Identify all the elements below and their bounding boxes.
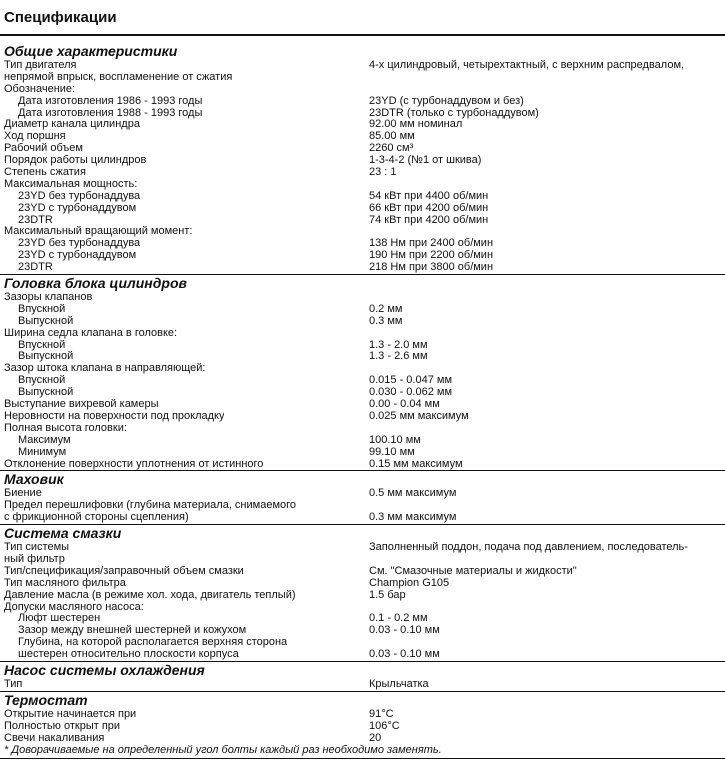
spec-row [0,554,725,566]
spec-label: Максимум [18,434,71,446]
spec-label: Тип [4,678,23,690]
spec-row [0,512,725,524]
spec-row [0,733,725,745]
spec-label: Выпускной [18,387,74,399]
spec-label: Минимум [18,446,67,458]
spec-row [0,262,725,274]
spec-value: 1.3 - 2.6 мм [369,351,428,363]
spec-row [0,351,725,363]
spec-value: 0.2 мм [369,303,403,315]
spec-label: Неровности на поверхности под прокладку [4,410,225,422]
spec-row [0,578,725,590]
spec-row [0,375,725,387]
section-heading [0,470,725,488]
spec-value: 0.3 мм [369,315,403,327]
spec-label: Максимальный вращающий момент: [4,226,193,238]
spec-row [0,542,725,554]
spec-row [0,304,725,316]
spec-label: 23YD без турбонаддува [18,190,141,202]
spec-value: См. "Смазочные материалы и жидкости" [369,565,577,577]
footnote-text: * Доворачиваемые на определенный угол болты каждый раз необходимо заменять. [4,744,442,756]
spec-row [0,108,725,120]
spec-value: 0.03 - 0.10 мм [369,625,440,637]
spec-value: 0.03 - 0.10 мм [369,649,440,661]
spec-value: 23YD (с турбонаддувом и без) [369,95,524,107]
spec-row [0,203,725,215]
spec-row [0,590,725,602]
spec-value: 92.00 мм номинал [369,119,463,131]
spec-value: 190 Нм при 2200 об/мин [369,250,494,262]
spec-row [0,60,725,72]
spec-label: Выступание вихревой камеры [4,399,159,411]
spec-row [0,488,725,500]
spec-label: непрямой впрыск, воспламенение от сжатия [4,71,233,83]
spec-label: 23YD с турбонаддувом [18,202,137,214]
section-title: Насос системы охлаждения [4,661,205,678]
section-heading [0,274,725,292]
spec-label: 23DTR [18,262,53,274]
spec-row [0,411,725,423]
bottom-rule [0,758,725,759]
spec-value: Крыльчатка [369,678,429,690]
spec-row [0,340,725,352]
spec-row [0,679,725,691]
spec-label: Тип масляного фильтра [4,577,126,589]
section-title: Головка блока цилиндров [4,275,187,292]
spec-value: 1.5 бар [369,589,406,601]
spec-label: Полностью открыт при [4,720,121,732]
spec-label: Степень сжатия [4,167,86,179]
spec-value: 2260 см³ [369,143,414,155]
spec-row [0,625,725,637]
spec-label: Люфт шестерен [18,613,101,625]
section-heading [0,661,725,679]
footnote [0,745,725,757]
spec-row [0,459,725,471]
spec-label: Зазор штока клапана в направляющей: [4,363,206,375]
spec-row [0,155,725,167]
spec-label: ный фильтр [4,553,65,565]
spec-row [0,721,725,733]
spec-row [0,447,725,459]
spec-value: Заполненный поддон, подача под давлением, последователь- [369,542,688,554]
spec-row [0,649,725,661]
spec-row [0,179,725,191]
spec-row [0,72,725,84]
section-heading [0,691,725,709]
spec-row [0,143,725,155]
spec-label: Тип двигателя [4,60,77,71]
spec-label: Ширина седла клапана в головке: [4,327,178,339]
spec-row [0,84,725,96]
spec-label: с фрикционной стороны сцепления) [4,512,189,524]
spec-label: Выпускной [18,315,74,327]
spec-value: 106°C [369,720,400,732]
spec-row [0,238,725,250]
spec-value: 91°C [369,708,394,720]
spec-label: шестерен относительно плоскости корпуса [18,649,239,661]
spec-row [0,215,725,227]
spec-value: 0.030 - 0.062 мм [369,387,453,399]
spec-value: 218 Нм при 3800 об/мин [369,262,494,274]
spec-label: Зазоры клапанов [4,292,93,304]
spec-value: 0.00 - 0.04 мм [369,399,440,411]
spec-row [0,167,725,179]
spec-row [0,96,725,108]
spec-label: Предел перешлифовки (глубина материала, снимаемого [4,500,297,512]
spec-value: 20 [369,732,382,744]
spec-row [0,602,725,614]
spec-value: 66 кВт при 4200 об/мин [369,202,489,214]
spec-label: Впускной [18,303,66,315]
spec-row [0,292,725,304]
spec-table [0,43,725,756]
spec-label: Диаметр канала цилиндра [4,119,140,131]
spec-label: Обозначение: [4,83,76,95]
spec-label: Дата изготовления 1988 - 1993 годы [18,107,203,119]
spec-row [0,500,725,512]
section-heading [0,43,725,60]
spec-label: 23YD без турбонаддува [18,238,141,250]
spec-label: 23DTR [18,214,53,226]
spec-value: 100.10 мм [369,434,421,446]
spec-label: Впускной [18,339,66,351]
spec-label: Выпускной [18,351,74,363]
spec-label: Ход поршня [4,131,66,143]
spec-label: 23YD с турбонаддувом [18,250,137,262]
spec-row [0,566,725,578]
spec-row [0,316,725,328]
spec-row [0,423,725,435]
spec-row [0,328,725,340]
spec-label: Дата изготовления 1986 - 1993 годы [18,95,203,107]
spec-value: 138 Нм при 2400 об/мин [369,238,494,250]
spec-row [0,399,725,411]
spec-label: Впускной [18,375,66,387]
section-heading [0,524,725,542]
spec-value: 1.3 - 2.0 мм [369,339,428,351]
spec-label: Рабочий объем [4,143,83,155]
spec-value: 0.5 мм максимум [369,488,457,500]
spec-label: Полная высота головки: [4,422,127,434]
page-header [0,0,725,36]
spec-label: Давление масла (в режиме хол. хода, двигатель теплый) [4,589,296,601]
section-title: Маховик [4,471,64,488]
spec-value: 54 кВт при 4400 об/мин [369,190,489,202]
spec-value: 85.00 мм [369,131,415,143]
spec-value: Champion G105 [369,577,450,589]
spec-row [0,637,725,649]
section-title: Система смазки [4,525,122,542]
spec-label: Зазор между внешней шестерней и кожухом [18,625,247,637]
spec-row [0,119,725,131]
spec-label: Тип системы [4,542,70,554]
spec-label: Глубина, на которой располагается верхняя сторона [18,637,288,649]
page-title: Спецификации [4,9,117,26]
spec-row [0,363,725,375]
spec-row [0,226,725,238]
spec-row [0,131,725,143]
spec-value: 0.15 мм максимум [369,458,463,470]
spec-value: 0.025 мм максимум [369,410,469,422]
spec-value: 23 : 1 [369,167,397,179]
spec-value: 74 кВт при 4200 об/мин [369,214,489,226]
section-title: Термостат [4,691,88,708]
spec-row [0,191,725,203]
spec-label: Допуски масляного насоса: [4,601,144,613]
spec-value: 0.015 - 0.047 мм [369,375,453,387]
spec-value: 0.3 мм максимум [369,512,457,524]
spec-row [0,435,725,447]
spec-value: 4-х цилиндровый, четырехтактный, с верхним распредвалом, [369,60,685,71]
spec-value: 0.1 - 0.2 мм [369,613,428,625]
spec-value: 1-3-4-2 (№1 от шкива) [369,155,482,167]
spec-label: Порядок работы цилиндров [4,155,147,167]
spec-label: Тип/спецификация/заправочный объем смазки [4,565,244,577]
spec-label: Максимальная мощность: [4,178,138,190]
spec-value: 23DTR (только с турбонаддувом) [369,107,539,119]
spec-label: Открытие начинается при [4,708,137,720]
spec-row [0,387,725,399]
spec-row [0,250,725,262]
spec-label: Биение [4,488,42,500]
spec-value: 99.10 мм [369,446,415,458]
section-title: Общие характеристики [4,43,178,59]
spec-row [0,613,725,625]
spec-label: Свечи накаливания [4,732,105,744]
spec-label: Отклонение поверхности уплотнения от истинного [4,458,264,470]
spec-row [0,709,725,721]
